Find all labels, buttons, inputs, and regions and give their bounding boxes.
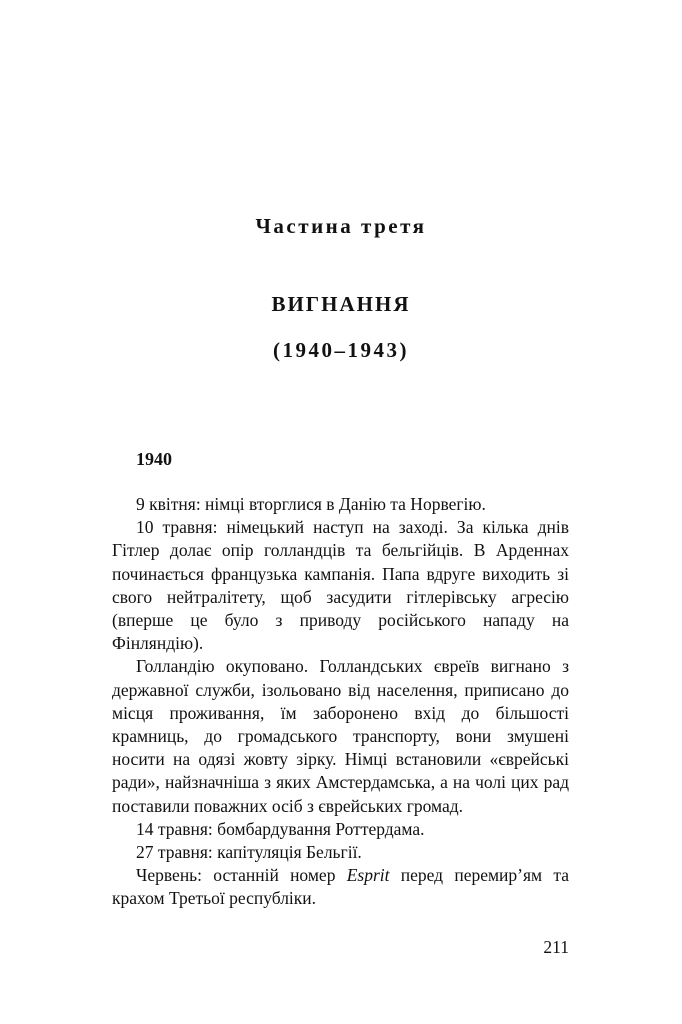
paragraph: Голландію окуповано. Голландських євреїв вигнано з державної служби, ізольовано від населення, приписано до місця проживання, їм заборонено вхід до більшості крамниць, до громадського транспорту, вони змушені носити на одязі жовту зірку. Німці встановили «єврейські ради», найзначніша з яких Амстердамська, а на чолі цих рад поставили поважних осіб з єврейських громад.: [112, 656, 569, 816]
year-heading: 1940: [136, 449, 172, 469]
paragraph: [112, 864, 569, 910]
paragraph: 27 травня: капітуляція Бельгії.: [136, 842, 362, 863]
journal-title: Esprit: [346, 865, 390, 886]
paragraph-text: Червень: останній номер: [136, 865, 347, 886]
body-text: [112, 493, 569, 911]
page-number: 211: [543, 937, 569, 957]
paragraph-text: перед перемир’ям та крахом Третьої республіки.: [112, 865, 569, 909]
chapter-title: ВИГНАННЯ: [271, 292, 411, 316]
chapter-years: (1940–1943): [273, 338, 409, 362]
paragraph: 14 травня: бомбардування Роттердама.: [136, 818, 425, 839]
paragraph: 10 травня: німецький наступ на заході. За кілька днів Гітлер долає опір голландців та бельгійців. В Арденнах починається французька кампанія. Папа вдруге виходить зі свого нейтралітету, щоб засудити гітлерівську агресію (вперше це було з приводу російського нападу на Фінляндію).: [112, 517, 569, 654]
paragraph: 9 квітня: німці вторглися в Данію та Норвегію.: [136, 494, 486, 514]
part-title: Частина третя: [255, 214, 427, 238]
